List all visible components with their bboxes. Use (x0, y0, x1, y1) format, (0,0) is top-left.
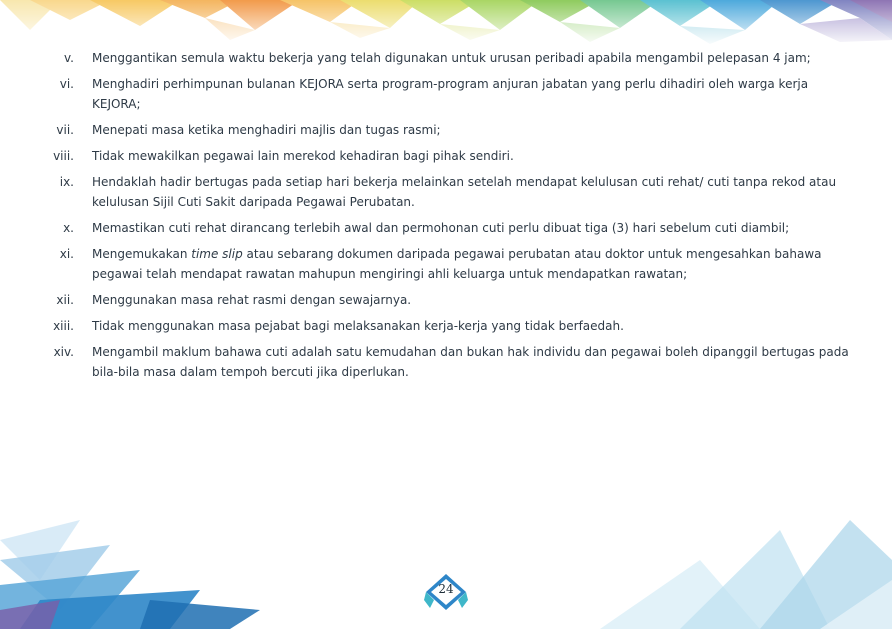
item-text-before: Mengemukakan (92, 247, 192, 261)
list-item (0, 316, 892, 336)
item-number: xi. (59, 247, 74, 261)
list-item (0, 342, 892, 382)
item-text: Memastikan cuti rehat dirancang terlebih awal dan permohonan cuti perlu dibuat tiga (3) hari sebelum cuti diambil; (92, 221, 790, 235)
list-item (0, 290, 892, 310)
item-number: vii. (56, 123, 74, 137)
list-item (0, 48, 892, 68)
item-number: xii. (56, 293, 74, 307)
bottom-right-polygons (600, 520, 892, 629)
list-item (0, 218, 892, 238)
list-item (0, 172, 892, 212)
list-item (0, 146, 892, 166)
item-text: Menghadiri perhimpunan bulanan KEJORA serta program-program anjuran jabatan yang perlu dihadiri oleh warga kerja KEJORA; (92, 77, 809, 111)
item-text-after: atau sebarang dokumen daripada pegawai perubatan atau doktor untuk mengesahkan bahawa pegawai telah mendapat rawatan mahupun mengiringi ahli keluarga untuk mendapatkan rawatan; (92, 247, 822, 281)
item-text: Menggantikan semula waktu bekerja yang telah digunakan untuk urusan peribadi apabila mengambil pelepasan 4 jam; (92, 51, 811, 65)
conduct-list (0, 48, 892, 388)
item-text: Menepati masa ketika menghadiri majlis dan tugas rasmi; (92, 123, 441, 137)
item-text: Hendaklah hadir bertugas pada setiap hari bekerja melainkan setelah mendapat kelulusan cuti rehat/ cuti tanpa rekod atau kelulusan Sijil Cuti Sakit daripada Pegawai Perubatan. (92, 175, 837, 209)
item-text: Tidak menggunakan masa pejabat bagi melaksanakan kerja-kerja yang tidak berfaedah. (92, 319, 624, 333)
page-number: 24 (438, 582, 454, 596)
item-text: Mengambil maklum bahawa cuti adalah satu kemudahan dan bukan hak individu dan pegawai boleh dipanggil bertugas pada bila-bila masa dalam tempoh bercuti jika diperlukan. (92, 345, 849, 379)
item-number: v. (64, 51, 74, 65)
item-number: xiv. (53, 345, 74, 359)
item-number: ix. (59, 175, 74, 189)
list-item (0, 120, 892, 140)
item-text (92, 244, 852, 284)
item-text-italic: time slip (191, 247, 243, 261)
item-number: viii. (53, 149, 74, 163)
item-number: vi. (59, 77, 74, 91)
item-number: x. (63, 221, 74, 235)
item-number: xiii. (53, 319, 74, 333)
list-item (0, 244, 892, 284)
item-text: Menggunakan masa rehat rasmi dengan sewajarnya. (92, 293, 412, 307)
item-text: Tidak mewakilkan pegawai lain merekod kehadiran bagi pihak sendiri. (92, 149, 514, 163)
list-item (0, 74, 892, 114)
bottom-left-polygons (0, 520, 260, 629)
